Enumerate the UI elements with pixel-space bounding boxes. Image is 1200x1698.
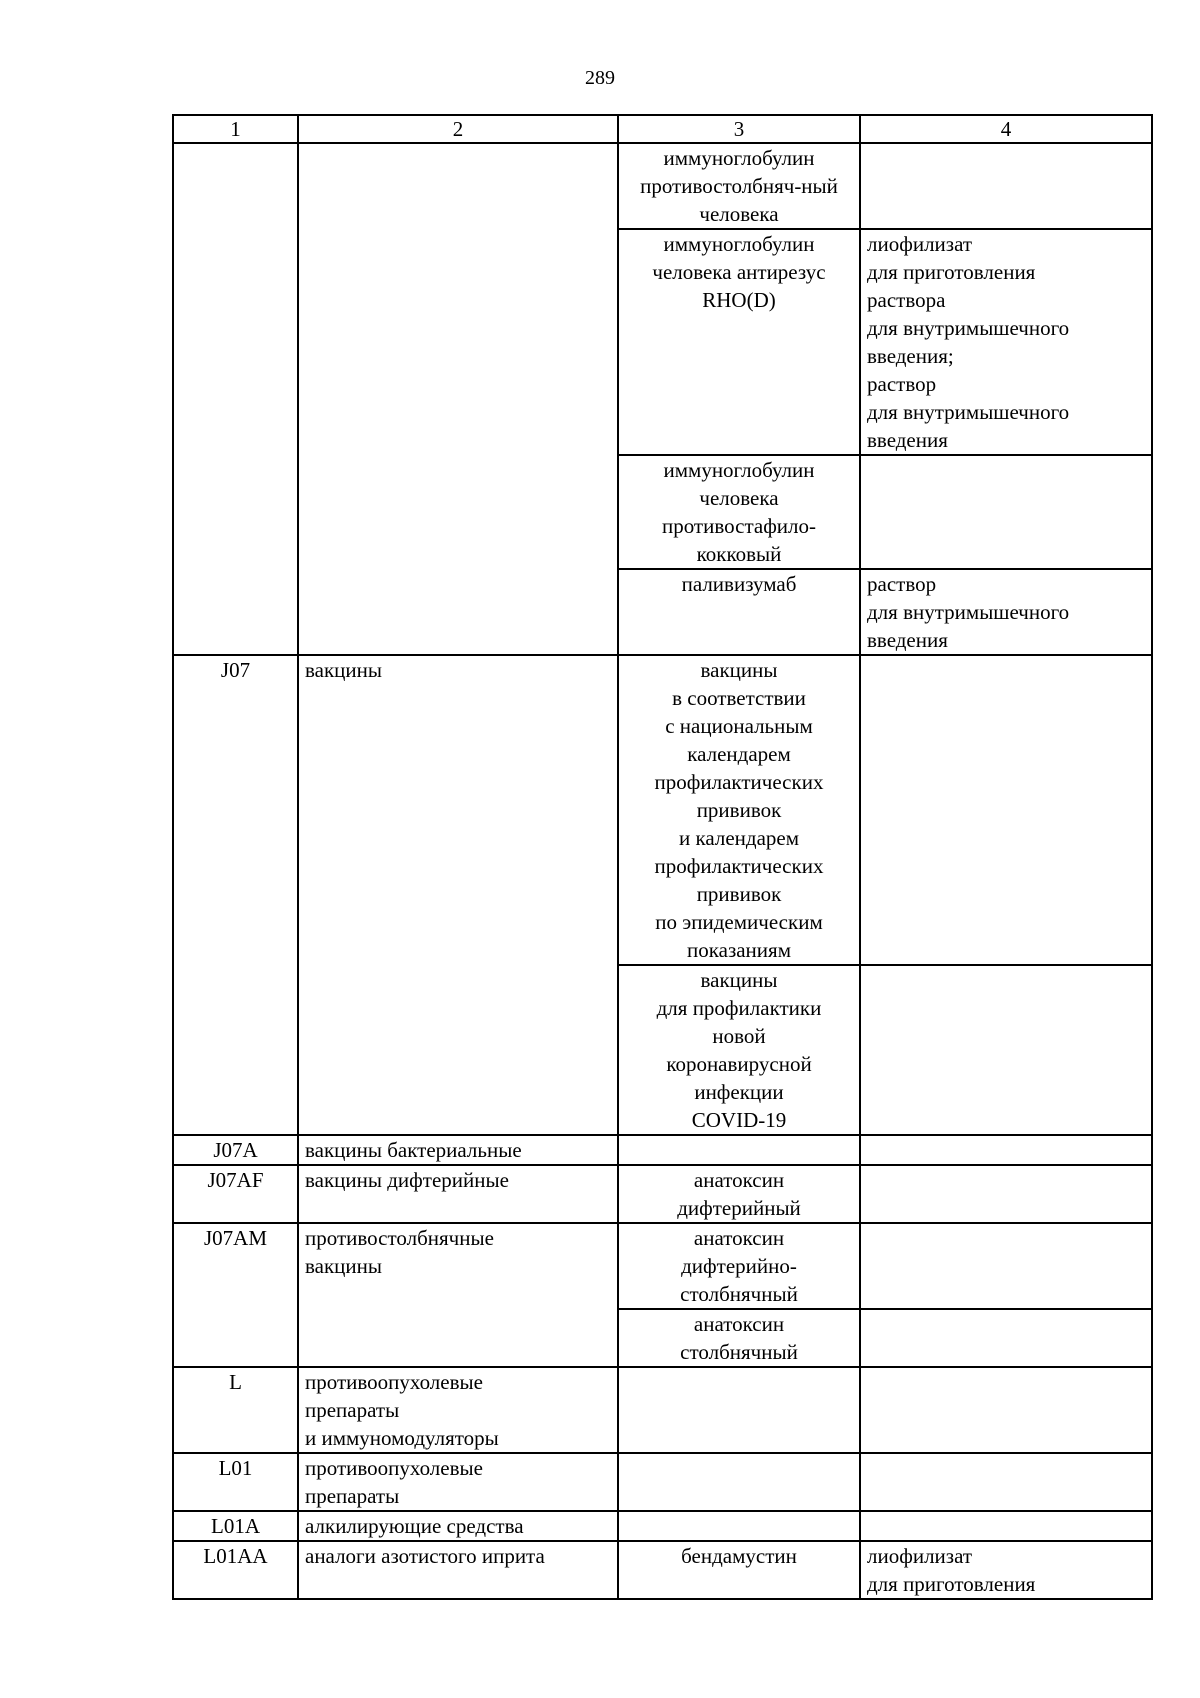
dosage-form-cell — [860, 455, 1152, 569]
dosage-form-cell — [860, 1309, 1152, 1367]
drug-name-cell: вакцины в соответствии с национальным календарем профилактических прививок и календарем профилактических прививок по эпидемическим показаниям — [618, 655, 860, 965]
drug-name-cell: анатоксин дифтерийный — [618, 1165, 860, 1223]
drug-name-cell: вакцины для профилактики новой коронавирусной инфекции COVID-19 — [618, 965, 860, 1135]
group-name-cell: алкилирующие средства — [298, 1511, 618, 1541]
dosage-form-cell — [860, 655, 1152, 965]
table-row — [173, 1223, 1152, 1309]
dosage-form-cell — [860, 143, 1152, 229]
atc-code-cell: J07AF — [173, 1165, 298, 1223]
table-row — [173, 655, 1152, 965]
drug-name-cell — [618, 1367, 860, 1453]
header-col-1: 1 — [173, 115, 298, 143]
group-name-cell: аналоги азотистого иприта — [298, 1541, 618, 1599]
dosage-form-cell — [860, 1453, 1152, 1511]
group-name-cell: вакцины бактериальные — [298, 1135, 618, 1165]
table-row — [173, 1165, 1152, 1223]
atc-code-cell: J07A — [173, 1135, 298, 1165]
table-row — [173, 1511, 1152, 1541]
dosage-form-cell — [860, 1135, 1152, 1165]
drug-name-cell: иммуноглобулин противостолбняч-ный человека — [618, 143, 860, 229]
group-name-cell: вакцины — [298, 655, 618, 1135]
table-row — [173, 1135, 1152, 1165]
dosage-form-cell — [860, 1223, 1152, 1309]
atc-code-cell: L — [173, 1367, 298, 1453]
group-name-cell: противоопухолевые препараты и иммуномодуляторы — [298, 1367, 618, 1453]
drug-name-cell: анатоксин дифтерийно- столбнячный — [618, 1223, 860, 1309]
header-row — [173, 115, 1152, 143]
drug-table — [172, 114, 1153, 1600]
drug-name-cell: иммуноглобулин человека антирезус RHO(D) — [618, 229, 860, 455]
atc-code-cell: J07 — [173, 655, 298, 1135]
table-row — [173, 143, 1152, 229]
table-row — [173, 1367, 1152, 1453]
dosage-form-cell: лиофилизат для приготовления раствора для внутримышечного введения; раствор для внутримышечного введения — [860, 229, 1152, 455]
drug-name-cell — [618, 1453, 860, 1511]
header-col-2: 2 — [298, 115, 618, 143]
dosage-form-cell: раствор для внутримышечного введения — [860, 569, 1152, 655]
header-col-4: 4 — [860, 115, 1152, 143]
drug-name-cell: бендамустин — [618, 1541, 860, 1599]
table-row — [173, 1541, 1152, 1599]
drug-name-cell: паливизумаб — [618, 569, 860, 655]
dosage-form-cell — [860, 1367, 1152, 1453]
drug-name-cell — [618, 1511, 860, 1541]
dosage-form-cell: лиофилизат для приготовления — [860, 1541, 1152, 1599]
header-col-3: 3 — [618, 115, 860, 143]
group-name-cell-empty — [298, 143, 618, 655]
drug-name-cell — [618, 1135, 860, 1165]
atc-code-cell: J07AM — [173, 1223, 298, 1367]
atc-code-cell: L01A — [173, 1511, 298, 1541]
drug-name-cell: иммуноглобулин человека противостафило- кокковый — [618, 455, 860, 569]
table-row — [173, 1453, 1152, 1511]
code-cell-empty — [173, 143, 298, 655]
atc-code-cell: L01 — [173, 1453, 298, 1511]
atc-code-cell: L01AA — [173, 1541, 298, 1599]
dosage-form-cell — [860, 965, 1152, 1135]
drug-name-cell: анатоксин столбнячный — [618, 1309, 860, 1367]
dosage-form-cell — [860, 1511, 1152, 1541]
dosage-form-cell — [860, 1165, 1152, 1223]
group-name-cell: вакцины дифтерийные — [298, 1165, 618, 1223]
page-number: 289 — [585, 67, 615, 89]
group-name-cell: противостолбнячные вакцины — [298, 1223, 618, 1367]
group-name-cell: противоопухолевые препараты — [298, 1453, 618, 1511]
